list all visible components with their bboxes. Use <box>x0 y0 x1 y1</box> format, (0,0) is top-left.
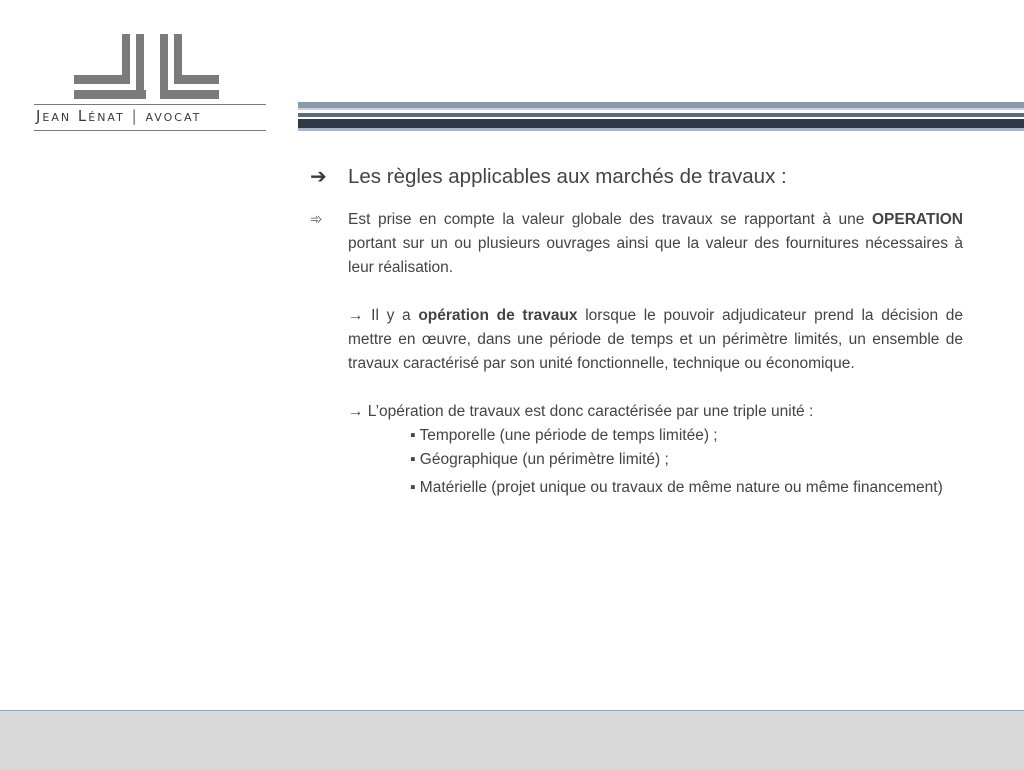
logo-rule-top <box>34 104 266 105</box>
p2-text-1: Il y a <box>363 307 419 324</box>
p2-text-2: lorsque le pouvoir adjudicateur prend la décision de mettre en œuvre, dans une période de temps et un périmètre limités, un ensemble de travaux caractérisé par son unité fonctionnelle, technique ou économique. <box>348 307 963 372</box>
paragraph-operation-travaux <box>348 304 963 376</box>
p3-text: L’opération de travaux est donc caractérisée par une triple unité : <box>363 403 814 420</box>
bullet-body <box>348 208 963 500</box>
logo-separator: | <box>131 107 139 125</box>
paragraph-triple-unite <box>348 400 963 472</box>
header-bars <box>298 102 1024 132</box>
p2-bold: opération de travaux <box>418 307 578 324</box>
list-item-materielle: ▪ Matérielle (projet unique ou travaux de même nature ou même financement) <box>410 479 943 496</box>
logo-mark-icon <box>74 30 219 100</box>
logo <box>34 30 266 134</box>
header-bar-shadow <box>298 128 1024 131</box>
bullet-row <box>310 208 965 500</box>
p1-text-1: Est prise en compte la valeur globale des travaux se rapportant à une <box>348 211 872 228</box>
p1-text-2: portant sur un ou plusieurs ouvrages ainsi que la valeur des fournitures nécessaires à leur réalisation. <box>348 235 963 276</box>
logo-role: avocat <box>145 107 202 125</box>
logo-rule-bottom <box>34 130 266 131</box>
header-bar-mid <box>298 113 1024 117</box>
list-item-geographique: ▪ Géographique (un périmètre limité) ; <box>410 451 669 468</box>
footer-band <box>0 710 1024 769</box>
p3-arrow-icon: → <box>348 403 364 420</box>
header-bar-thin <box>298 108 1024 110</box>
p1-bold: OPERATION <box>872 211 963 228</box>
paragraph-valeur-globale <box>348 208 963 280</box>
slide-content <box>310 160 965 500</box>
list-item-temporelle: ▪ Temporelle (une période de temps limitée) ; <box>410 427 718 444</box>
logo-name: Jean Lénat <box>36 107 125 125</box>
logo-text <box>36 107 266 125</box>
arrow-right-icon: ➔ <box>310 166 327 188</box>
hollow-arrow-icon: ➾ <box>310 211 323 228</box>
p2-arrow-icon: → <box>348 307 364 324</box>
header-bar-dark <box>298 119 1024 128</box>
heading-row <box>310 160 965 194</box>
slide-heading: Les règles applicables aux marchés de travaux : <box>348 165 787 188</box>
